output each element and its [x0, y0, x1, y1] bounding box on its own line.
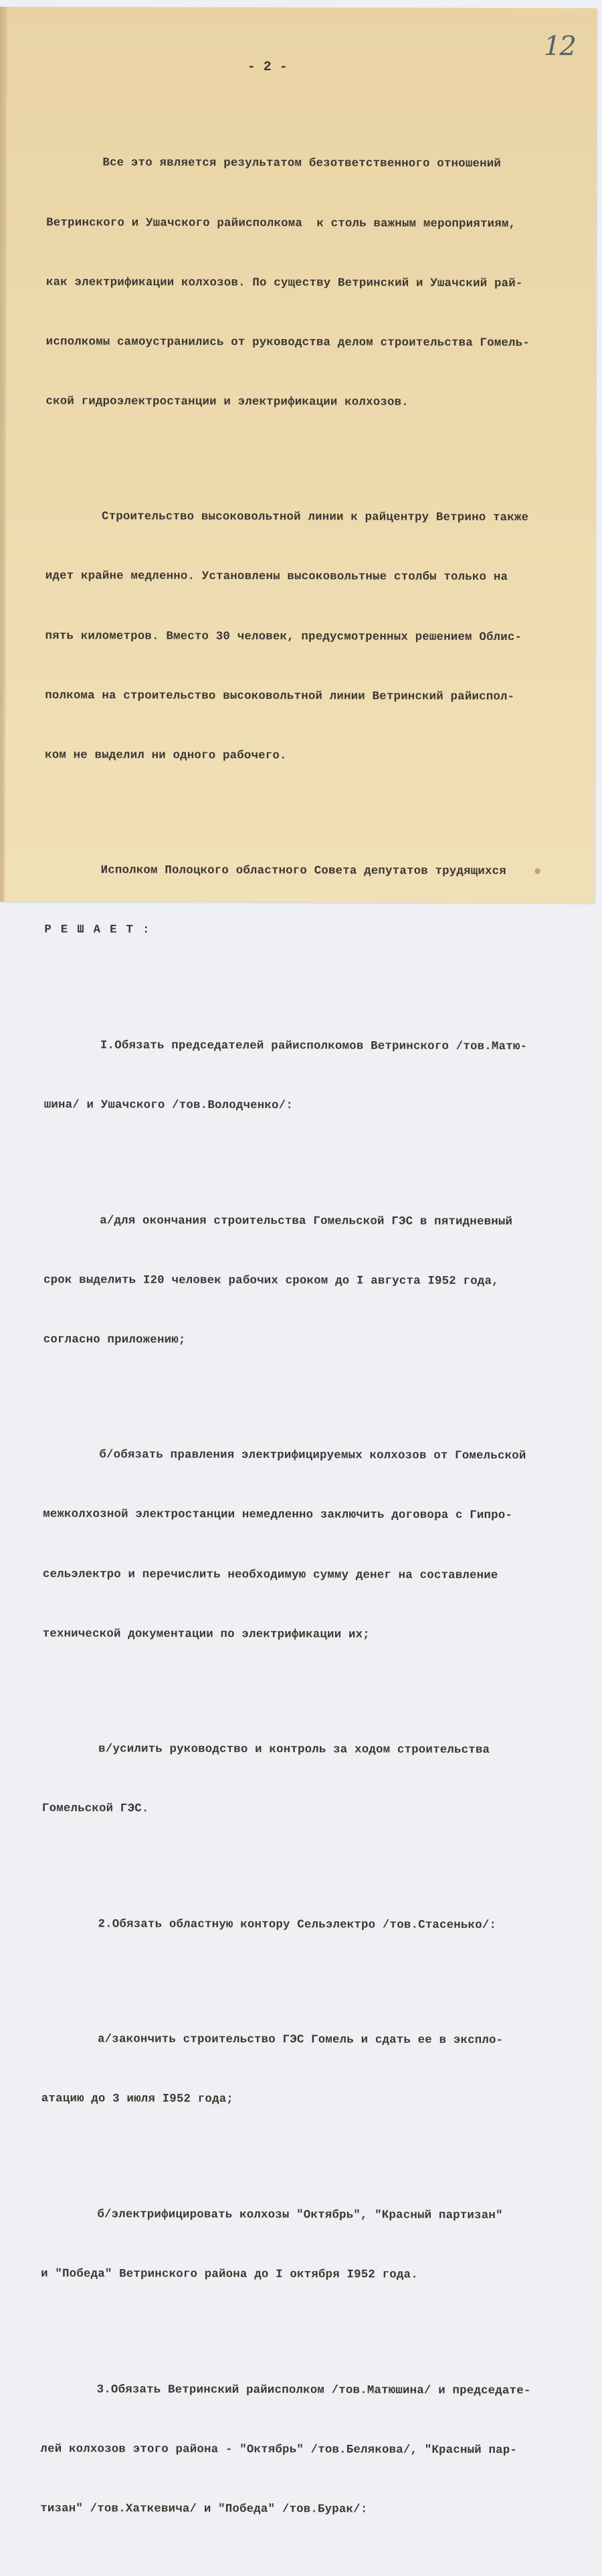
- text-line: Гомельской ГЭС.: [41, 1802, 149, 1816]
- text-line: а/закончить строительство ГЭС Гомель и сдать ее в эксплo-: [98, 2033, 504, 2048]
- paragraph-high-voltage-line: [45, 467, 594, 807]
- clause-1v: [42, 1700, 591, 1860]
- text-line: в/усилить руководство и контроль за ходом строительства: [98, 1743, 490, 1757]
- text-line: а/для окончания строительства Гомельской ГЭС в пятидневный: [100, 1214, 513, 1228]
- text-line: технической документации по электрификации их;: [42, 1627, 370, 1642]
- text-line: тизан" /тов.Хаткевича/ и "Победа" /тов.Бурак/:: [40, 2502, 368, 2516]
- text-line: Все это является результатом безответственного отношений: [102, 156, 502, 171]
- clause-1a: [43, 1171, 593, 1391]
- text-line: срок выделить I20 человек рабочих сроком до I августа I952 года,: [43, 1273, 499, 1288]
- text-line: идет крайне медленно. Установлены высоковольтные столбы только на: [45, 570, 508, 584]
- clause-3: [40, 2340, 589, 2560]
- clause-2: [41, 1875, 590, 1976]
- text-line: Ветринского и Ушачского райисполкома к столь важным мероприятиям,: [46, 216, 516, 231]
- paper-stain: [535, 868, 540, 874]
- clause-1: [44, 996, 593, 1157]
- text-line: пять километров. Вместо 30 человек, предусмотренных решением Облис-: [45, 629, 522, 644]
- clause-2a: [41, 1990, 591, 2151]
- text-line: ской гидроэлектростанции и электрификации колхозов.: [45, 395, 409, 409]
- text-line: атацию до 3 июля I952 года;: [41, 2092, 234, 2107]
- text-line: согласно приложению;: [43, 1333, 186, 1347]
- document-page: [0, 7, 597, 2516]
- text-line: б/электрифицировать колхозы "Октябрь", "Красный партизан": [97, 2208, 503, 2222]
- text-line: сельэлектро и перечислить необходимую сумму денег на составление: [42, 1568, 498, 1582]
- text-line: полкома на строительство высоковольтной линии Ветринский райиспол-: [45, 689, 515, 704]
- text-line: как электрификации колхозов. По существу Ветринский и Ушачский рай-: [45, 276, 523, 290]
- handwritten-folio-number: 12: [543, 31, 575, 62]
- page-number: - 2 -: [247, 59, 288, 76]
- text-line: ком не выделил ни одного рабочего.: [45, 748, 287, 762]
- text-line: исполкомы самоустранились от руководства делом строительства Гомель-: [45, 335, 530, 350]
- paragraph-irresponsibility: [45, 114, 595, 453]
- text-line: 3.Обязать Ветринский райисполком /тов.Матюшина/ и председате-: [96, 2383, 531, 2397]
- text-line: Строительство высоковольтной линии к райцентру Ветрино также: [101, 510, 529, 525]
- text-line: б/обязать правления электрифицируемых колхозов от Гомельской: [99, 1448, 526, 1463]
- paragraph-resolution-heading: [44, 821, 593, 982]
- text-line: межколхозной электростанции немедленно заключить договора с Гипро-: [43, 1508, 513, 1523]
- text-line: шина/ и Ушачского /тов.Володченко/:: [43, 1099, 293, 1113]
- text-line: 2.Обязать областную контору Сельэлектро /тов.Стасенько/:: [98, 1918, 497, 1932]
- text-line: и "Победа" Ветринского района до I октября I952 года.: [41, 2268, 418, 2282]
- text-line: I.Обязать председателей райисполкомов Ветринского /тов.Матю-: [100, 1039, 528, 1054]
- text-line: лей колхозов этого района - "Октябрь" /тов.Белякова/, "Красный пар-: [40, 2442, 518, 2457]
- resolves-heading: РЕШАЕТ:: [44, 924, 159, 938]
- text-line: Исполком Полоцкого областного Совета депутатов трудящихся: [100, 864, 506, 879]
- clause-2b: [41, 2165, 590, 2326]
- document-body: [40, 114, 595, 2576]
- clause-1b: [42, 1406, 591, 1685]
